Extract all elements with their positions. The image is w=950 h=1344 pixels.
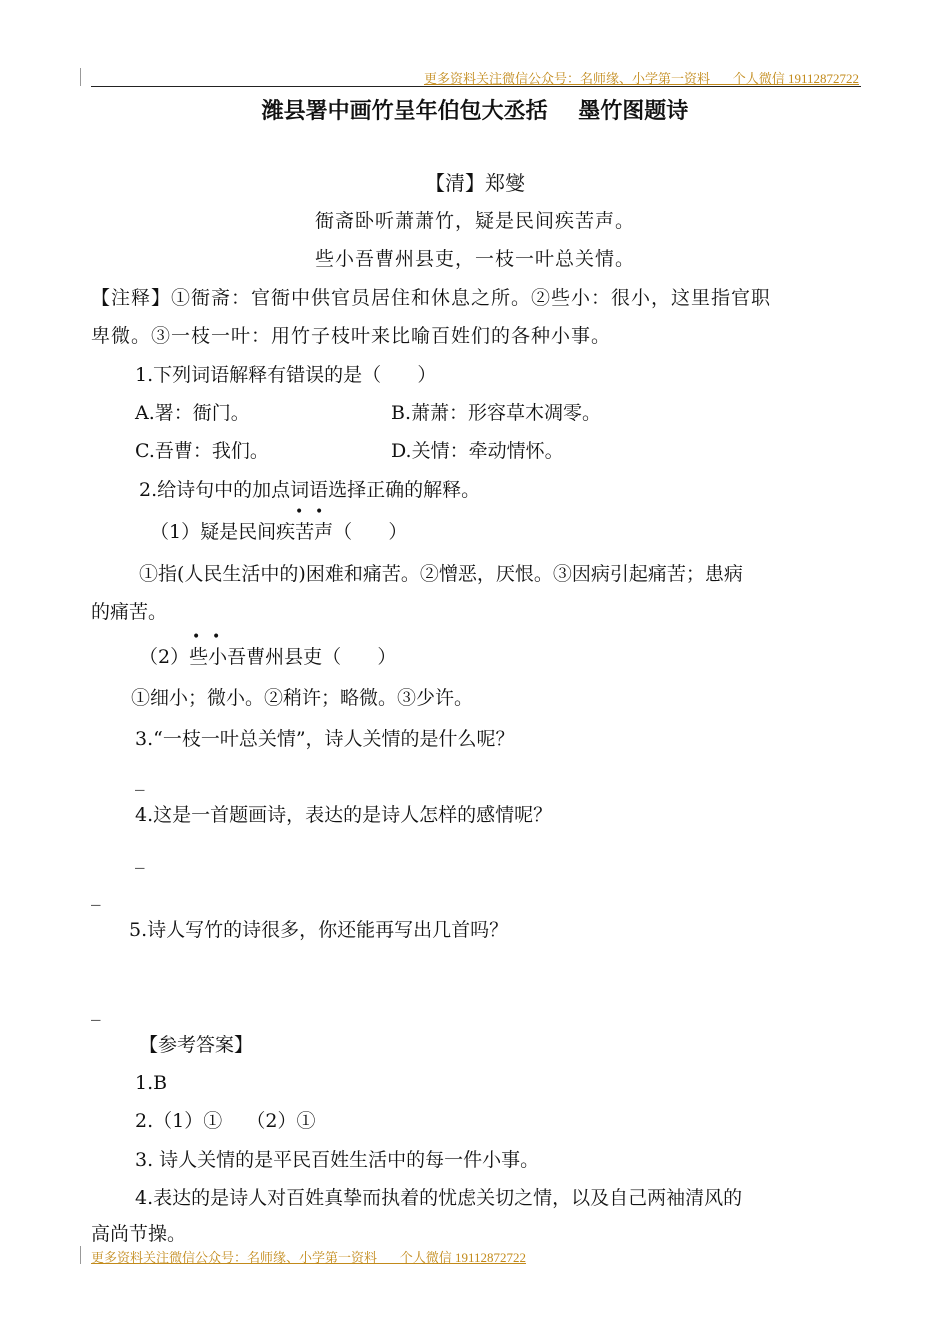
notes-line-2: 卑微。③一枝一叶：用竹子枝叶来比喻百姓们的各种小事。 — [91, 325, 612, 347]
emphasis-dot: • — [295, 504, 304, 520]
question-1-option-d: D.关情：牵动情怀。 — [391, 440, 564, 462]
question-2-part-1-options-line-1: ①指(人民生活中的)困难和痛苦。②憎恶，厌恨。③因病引起痛苦；患病 — [139, 563, 743, 585]
notes-line-1: 【注释】①衙斋：官衙中供官员居住和休息之所。②些小：很小，这里指官职 — [91, 287, 772, 309]
poem-author: 【清】郑燮 — [425, 171, 525, 195]
answer-3: 3. 诗人关情的是平民百姓生活中的每一件小事。 — [135, 1149, 540, 1171]
answer-1: 1.B — [135, 1072, 168, 1094]
question-1: 1.下列词语解释有错误的是（ ） — [135, 364, 437, 386]
question-2-part-1: （1）疑是民间疾苦声（ ） — [150, 521, 408, 543]
header-corner-mark — [80, 68, 81, 86]
question-3: 3.“一枝一叶总关情”，诗人关情的是什么呢？ — [135, 728, 515, 750]
answer-4-line-1: 4.表达的是诗人对百姓真挚而执着的忧虑关切之情，以及自己两袖清风的 — [135, 1187, 743, 1209]
page-title: 潍县署中画竹呈年伯包大丞括 墨竹图题诗 — [261, 99, 689, 124]
question-2: 2.给诗句中的加点词语选择正确的解释。 — [139, 479, 481, 501]
header-promo-link[interactable]: 更多资料关注微信公众号：名师缘、小学第一资料 个人微信 19112872722 — [423, 71, 859, 86]
question-5: 5.诗人写竹的诗很多，你还能再写出几首吗？ — [129, 919, 509, 941]
question-4: 4.这是一首题画诗，表达的是诗人怎样的感情呢？ — [135, 804, 553, 826]
emphasis-dot: • — [212, 629, 221, 645]
answer-blank[interactable]: _ — [91, 999, 101, 1021]
question-1-option-a: A.署：衙门。 — [135, 402, 250, 424]
answers-heading: 【参考答案】 — [139, 1034, 254, 1056]
answer-blank[interactable]: _ — [135, 769, 145, 791]
question-2-part-2-options: ①细小；微小。②稍许；略微。③少许。 — [131, 687, 474, 709]
emphasis-dot: • — [315, 504, 324, 520]
question-1-option-b: B.萧萧：形容草木凋零。 — [391, 402, 602, 424]
question-2-part-1-options-line-2: 的痛苦。 — [91, 601, 168, 623]
answer-blank[interactable]: _ — [91, 884, 101, 906]
question-2-part-2: （2）些小吾曹州县吏（ ） — [139, 646, 397, 668]
poem-line-1: 衙斋卧听萧萧竹，疑是民间疾苦声。 — [314, 210, 635, 232]
answer-blank[interactable]: _ — [135, 847, 145, 869]
poem-line-2: 些小吾曹州县吏，一枝一叶总关情。 — [314, 248, 635, 270]
header-rule — [91, 86, 861, 87]
footer-corner-mark — [80, 1246, 81, 1264]
footer-promo-link[interactable]: 更多资料关注微信公众号：名师缘、小学第一资料 个人微信 19112872722 — [91, 1250, 527, 1265]
emphasis-dot: • — [192, 629, 201, 645]
answer-4-line-2: 高尚节操。 — [91, 1223, 187, 1245]
question-1-option-c: C.吾曹：我们。 — [135, 440, 269, 462]
answer-2: 2.（1）① （2）① — [135, 1110, 316, 1132]
